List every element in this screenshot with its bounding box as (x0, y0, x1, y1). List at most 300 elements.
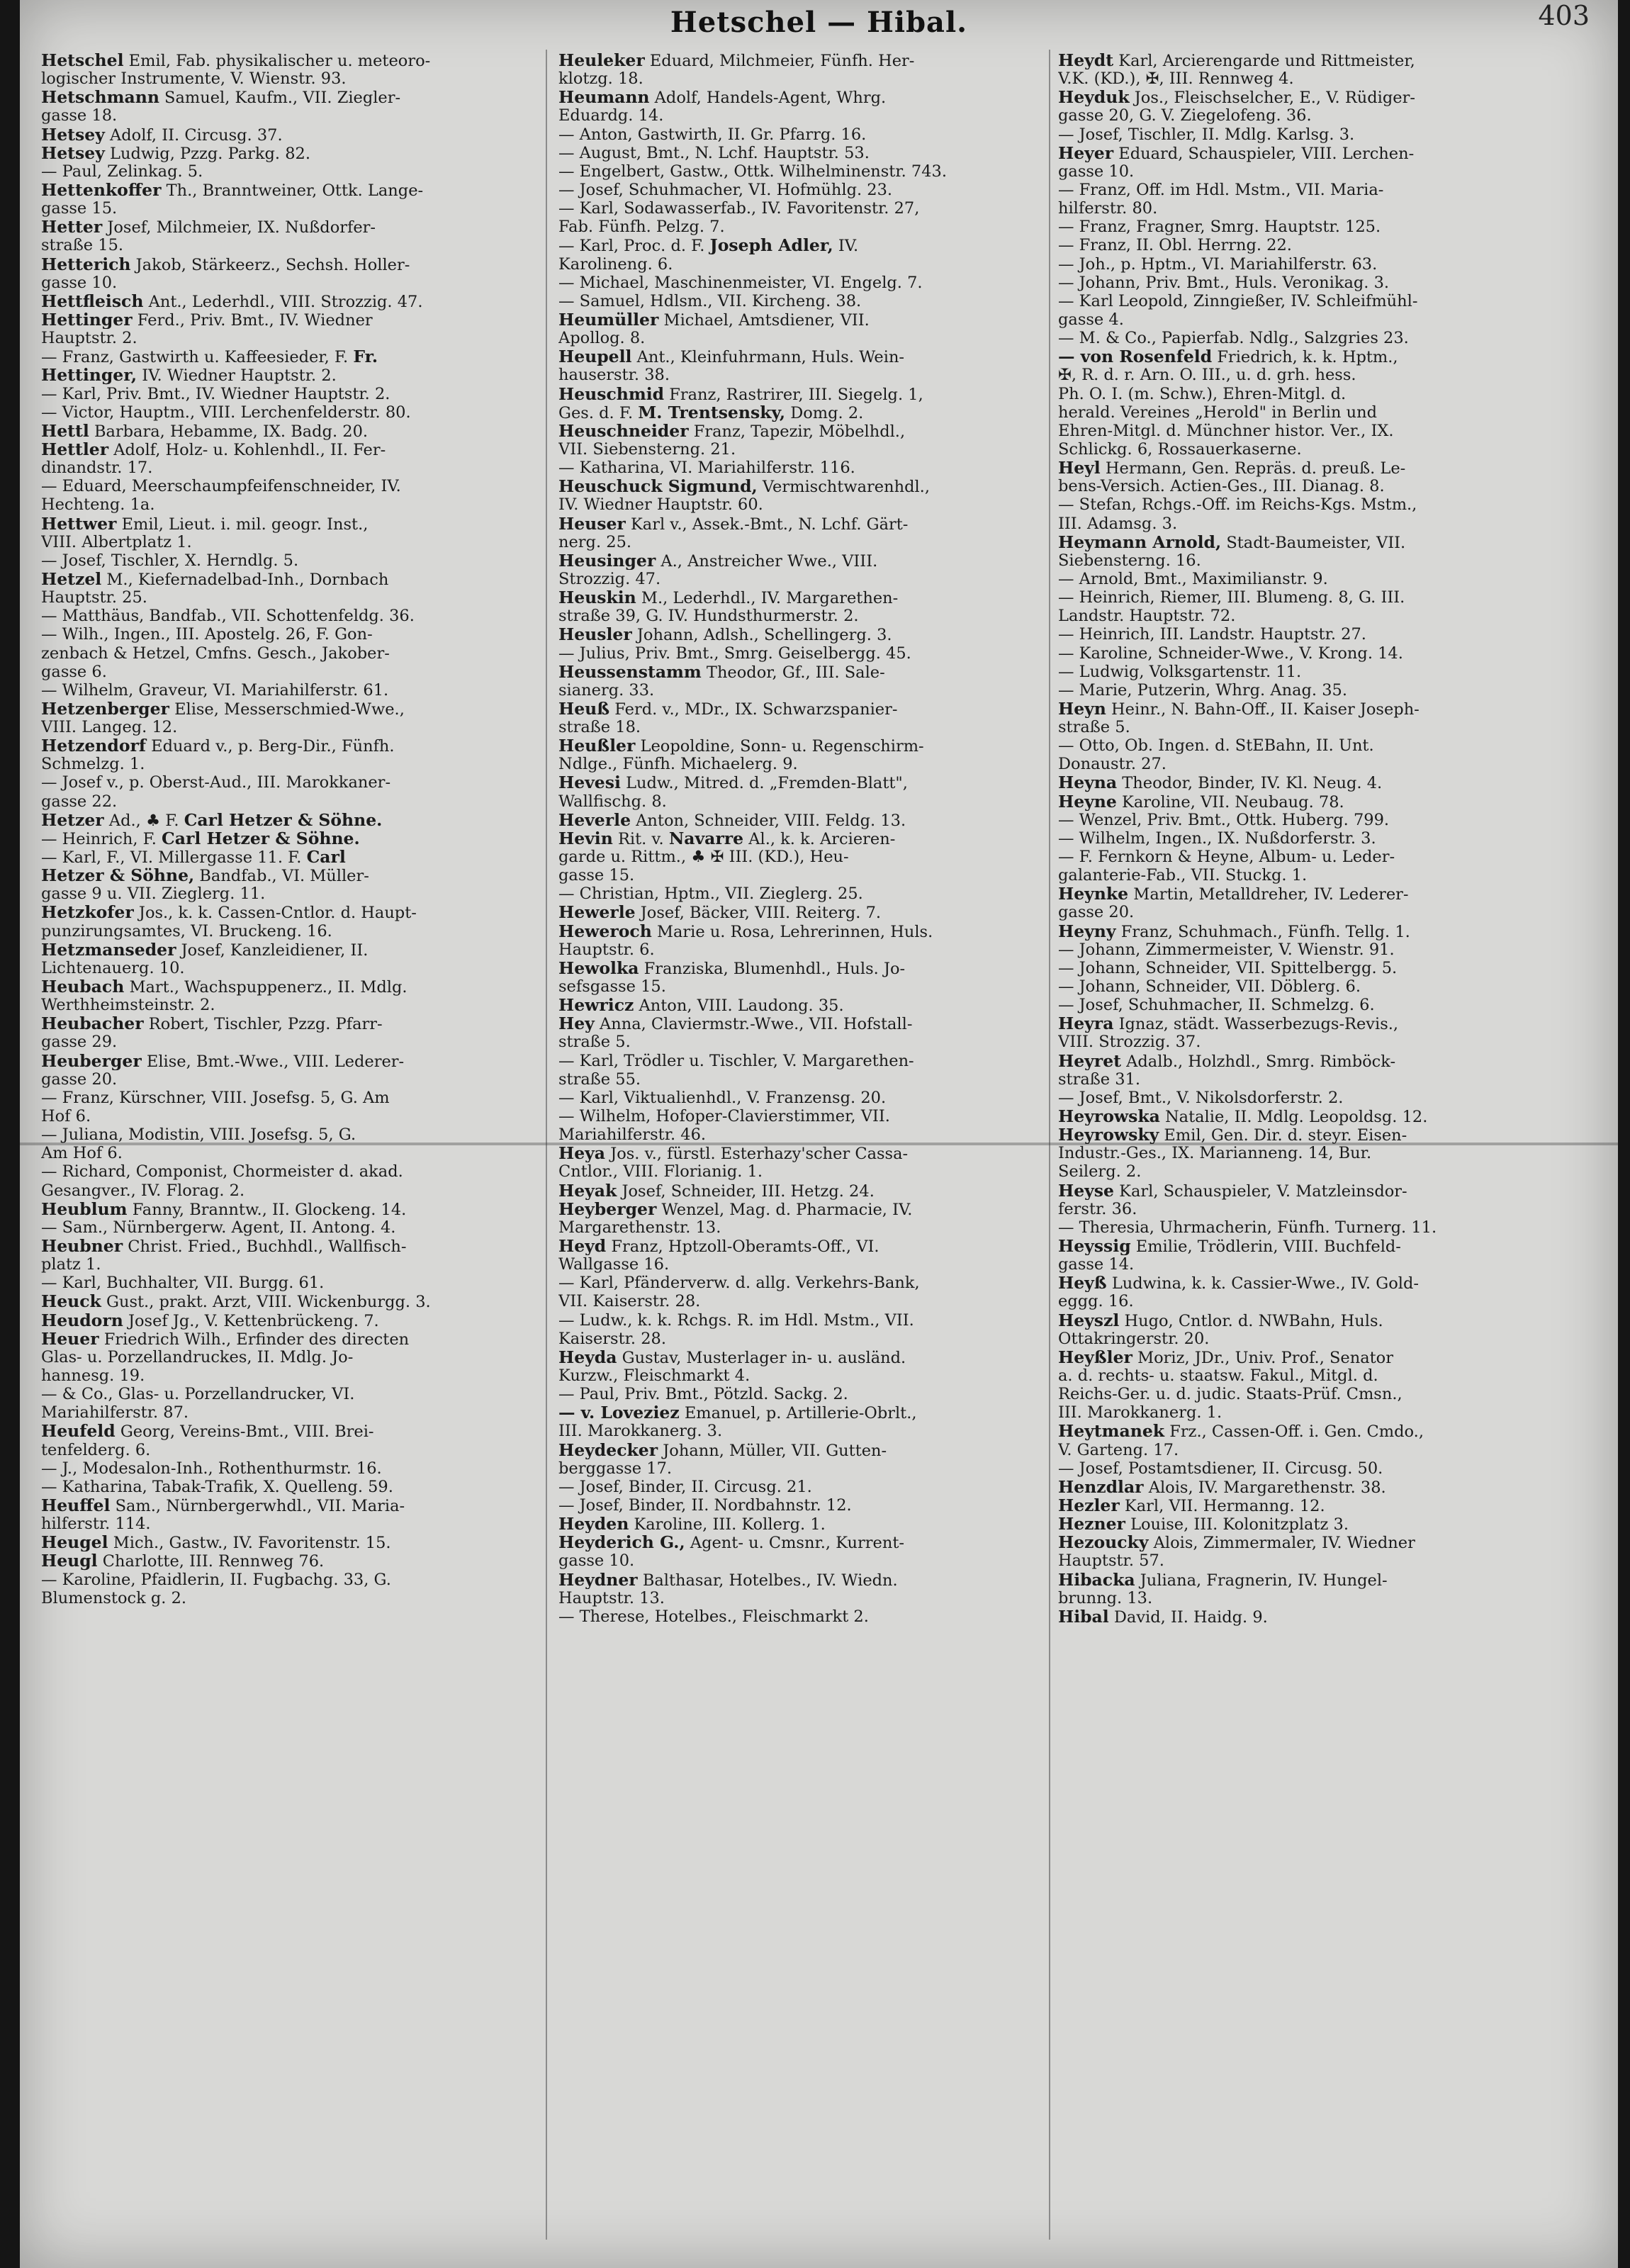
entry-name: Heyna (1058, 773, 1118, 792)
directory-line (558, 310, 1047, 329)
directory-line (41, 162, 537, 181)
entry-text: dinandstr. 17. (41, 459, 153, 478)
directory-line (41, 329, 537, 347)
directory-line (558, 329, 1047, 347)
entry-text: Wallgasse 16. (558, 1255, 670, 1274)
entry-name: Joseph Adler, (709, 236, 833, 255)
directory-line (41, 366, 537, 384)
entry-text: Johann, Müller, VII. Gutten- (658, 1441, 887, 1459)
entry-text: Franz, Schuhmach., Fünfh. Tellg. 1. (1115, 922, 1410, 941)
page-number: 403 (1538, 0, 1590, 31)
entry-text: Christ. Fried., Buchhdl., Wallfisch- (123, 1237, 407, 1256)
entry-text: Hauptstr. 13. (558, 1588, 665, 1607)
entry-name: Heusinger (558, 551, 656, 570)
entry-name: Heyrowsky (1058, 1125, 1159, 1145)
directory-column-3 (1058, 51, 1586, 2241)
entry-text: eggg. 16. (1058, 1292, 1134, 1311)
entry-text: — Karl Leopold, Zinngießer, IV. Schleifmühl- (1058, 291, 1418, 310)
entry-name: Heugl (41, 1551, 98, 1571)
directory-line (558, 1274, 1047, 1292)
entry-text: — Karl, Priv. Bmt., IV. Wiedner Hauptstr. 2. (41, 384, 390, 403)
entry-text: — Katharina, VI. Mariahilferstr. 116. (558, 459, 855, 478)
entry-name: Hetzer (41, 810, 104, 829)
entry-text: Ignaz, städt. Wasserbezugs-Revis., (1113, 1015, 1399, 1033)
entry-name: Hetzer & Söhne, (41, 866, 195, 885)
entry-text: Adolf, Holz- u. Kohlenhdl., II. Fer- (108, 440, 386, 459)
entry-text: Balthasar, Hotelbes., IV. Wiedn. (637, 1571, 898, 1589)
entry-text: — Josef, Bmt., V. Nikolsdorferstr. 2. (1058, 1088, 1344, 1107)
directory-line (558, 663, 1047, 681)
entry-text: IV. Wiedner Hauptstr. 60. (558, 495, 763, 515)
directory-line (41, 347, 537, 366)
entry-text: — Therese, Hotelbes., Fleischmarkt 2. (558, 1607, 869, 1626)
directory-line (1058, 736, 1586, 755)
entry-text: nerg. 25. (558, 532, 632, 551)
directory-line (1058, 1070, 1586, 1089)
directory-line (41, 570, 537, 588)
entry-text: Kaiserstr. 28. (558, 1329, 666, 1348)
directory-line (1058, 903, 1586, 921)
entry-name: Hetschmann (41, 88, 159, 107)
directory-line (41, 1459, 537, 1478)
directory-line (41, 1515, 537, 1533)
directory-line (1058, 88, 1586, 106)
directory-line (1058, 755, 1586, 773)
entry-text: Fab. Fünfh. Pelzg. 7. (558, 218, 725, 237)
directory-line (1058, 1459, 1586, 1478)
entry-text: VII. Siebensterng. 21. (558, 439, 736, 459)
directory-line (558, 848, 1047, 866)
directory-line (558, 644, 1047, 663)
directory-line (558, 773, 1047, 792)
directory-line (41, 1218, 537, 1237)
entry-text: Mart., Wachspuppenerz., II. Mdlg. (124, 978, 408, 997)
entry-text: — August, Bmt., N. Lchf. Hauptstr. 53. (558, 143, 870, 162)
entry-text: — Theresia, Uhrmacherin, Fünfh. Turnerg. 11. (1058, 1218, 1437, 1237)
entry-text: gasse 18. (41, 106, 118, 125)
entry-text: Leopoldine, Sonn- u. Regenschirm- (635, 737, 924, 756)
directory-line (41, 848, 537, 866)
entry-text: hauserstr. 38. (558, 366, 670, 385)
entry-name: Hetzenberger (41, 699, 169, 719)
directory-line (1058, 422, 1586, 440)
entry-name: Heweroch (558, 921, 652, 941)
directory-line (41, 718, 537, 736)
directory-line (558, 1366, 1047, 1385)
directory-line (41, 255, 537, 274)
entry-text: Frz., Cassen-Off. i. Gen. Cmdo., (1164, 1422, 1424, 1441)
entry-text: Reichs-Ger. u. d. judic. Staats-Prüf. Cmsn., (1058, 1385, 1403, 1404)
directory-line (1058, 495, 1586, 514)
entry-text: Hauptstr. 57. (1058, 1551, 1164, 1571)
entry-text: Johann, Adlsh., Schellingerg. 3. (631, 626, 892, 644)
entry-text: straße 55. (558, 1070, 641, 1089)
entry-text: gasse 20, G. V. Ziegelofeng. 36. (1058, 106, 1312, 125)
entry-text: — Paul, Zelinkag. 5. (41, 162, 203, 181)
entry-name: Heyer (1058, 143, 1114, 162)
directory-line (558, 736, 1047, 755)
directory-line (41, 588, 537, 607)
entry-text: Emil, Gen. Dir. d. steyr. Eisen- (1159, 1126, 1407, 1145)
entry-text: — Franz, Gastwirth u. Kaffeesieder, F. (41, 348, 354, 366)
directory-line (1058, 792, 1586, 811)
directory-column-1 (41, 51, 537, 2241)
entry-text: straße 39, G. IV. Hundsthurmerstr. 2. (558, 607, 859, 626)
directory-line (558, 1348, 1047, 1366)
directory-line (558, 1237, 1047, 1255)
entry-text: — Karoline, Pfaidlerin, II. Fugbachg. 33, G. (41, 1570, 391, 1589)
directory-line (1058, 996, 1586, 1014)
entry-name: Heuschmid (558, 384, 665, 403)
directory-line (1058, 1052, 1586, 1070)
directory-line (558, 1070, 1047, 1089)
entry-text: gasse 10. (558, 1551, 635, 1571)
entry-text: Franz, Tapezir, Möbelhdl., (688, 422, 906, 440)
entry-text: III. Marokkanerg. 1. (1058, 1403, 1222, 1422)
entry-text: Ludwina, k. k. Cassier-Wwe., IV. Gold- (1106, 1274, 1419, 1293)
directory-line (558, 941, 1047, 959)
entry-text: Karl, Schauspieler, V. Matzleinsdor- (1114, 1181, 1407, 1200)
directory-line (41, 1292, 537, 1310)
entry-text: Natalie, II. Mdlg. Leopoldsg. 12. (1159, 1108, 1428, 1126)
directory-line (1058, 1496, 1586, 1515)
directory-line (558, 88, 1047, 106)
entry-name: Carl (306, 848, 346, 867)
directory-line (558, 533, 1047, 551)
entry-text: — Wenzel, Priv. Bmt., Ottk. Huberg. 799. (1058, 810, 1390, 829)
directory-line (558, 1311, 1047, 1330)
entry-text: Karl, VII. Hermanng. 12. (1119, 1496, 1325, 1515)
directory-line (41, 736, 537, 755)
directory-line (1058, 1089, 1586, 1107)
directory-line (1058, 551, 1586, 570)
entry-text: Alois, Zimmermaler, IV. Wiedner (1148, 1534, 1415, 1552)
directory-line (41, 1533, 537, 1551)
entry-text: Schmelzg. 1. (41, 755, 145, 774)
entry-text: — Josef, Tischler, X. Herndlg. 5. (41, 551, 299, 570)
entry-text: — Sam., Nürnbergerw. Agent, II. Antong. 4. (41, 1218, 396, 1237)
directory-line (1058, 1571, 1586, 1589)
directory-line (1058, 1403, 1586, 1422)
directory-line (558, 1441, 1047, 1459)
directory-line (558, 1422, 1047, 1440)
directory-line (1058, 1551, 1586, 1570)
entry-text: — Karl, Viktualienhdl., V. Franzensg. 20. (558, 1088, 887, 1107)
entry-text: logischer Instrumente, V. Wienstr. 93. (41, 69, 347, 89)
entry-text: Hermann, Gen. Repräs. d. preuß. Le- (1100, 459, 1406, 478)
entry-text: Al., k. k. Arcieren- (743, 829, 896, 848)
entry-text: — Ludw., k. k. Rchgs. R. im Hdl. Mstm., VII. (558, 1310, 914, 1330)
entry-text: — Franz, Fragner, Smrg. Hauptstr. 125. (1058, 218, 1381, 237)
directory-page (20, 0, 1618, 2268)
directory-line (1058, 718, 1586, 736)
directory-line (558, 1181, 1047, 1200)
directory-line (41, 310, 537, 329)
entry-text: III. Adamsg. 3. (1058, 514, 1178, 533)
entry-text: Ottakringerstr. 20. (1058, 1329, 1210, 1348)
directory-line (41, 1255, 537, 1274)
entry-text: — Karl, Pfänderverw. d. allg. Verkehrs-Bank, (558, 1274, 920, 1293)
entry-name: Heuleker (558, 51, 645, 70)
entry-text: IV. (833, 237, 859, 255)
directory-line (41, 236, 537, 254)
entry-text: klotzg. 18. (558, 69, 643, 89)
entry-name: Heydner (558, 1570, 638, 1589)
entry-text: Jos., k. k. Cassen-Cntlor. d. Haupt- (133, 904, 417, 922)
directory-line (558, 366, 1047, 384)
directory-line (1058, 588, 1586, 607)
directory-line (1058, 829, 1586, 848)
directory-line (558, 69, 1047, 88)
directory-line (1058, 255, 1586, 274)
entry-text: Karl, Arcierengarde und Rittmeister, (1113, 52, 1415, 70)
directory-line (1058, 162, 1586, 181)
entry-text: Anton, VIII. Laudong. 35. (634, 997, 844, 1015)
entry-text: — Arnold, Bmt., Maximilianstr. 9. (1058, 569, 1328, 588)
directory-line (41, 625, 537, 644)
directory-line (41, 515, 537, 533)
entry-name: Hettfleisch (41, 291, 144, 310)
entry-text: Moriz, JDr., Univ. Prof., Senator (1132, 1348, 1393, 1366)
entry-name: Hezner (1058, 1515, 1125, 1534)
directory-line (41, 106, 537, 125)
entry-text: — Franz, Off. im Hdl. Mstm., VII. Maria- (1058, 180, 1384, 199)
entry-name: Heubner (41, 1237, 123, 1256)
entry-text: Emilie, Trödlerin, VIII. Buchfeld- (1130, 1237, 1401, 1256)
entry-text: VIII. Langeg. 12. (41, 718, 178, 737)
directory-line (1058, 1033, 1586, 1051)
entry-text: — Heinrich, Riemer, III. Blumeng. 8, G. III. (1058, 588, 1405, 607)
entry-name: Hetsey (41, 125, 105, 144)
entry-text: Hauptstr. 6. (558, 940, 655, 959)
directory-line (558, 811, 1047, 829)
entry-text: — Eduard, Meerschaumpfeifenschneider, IV. (41, 477, 401, 496)
directory-line (1058, 977, 1586, 996)
entry-text: V. Garteng. 17. (1058, 1440, 1179, 1459)
entry-text: Adolf, II. Circusg. 37. (104, 125, 283, 144)
directory-line (558, 515, 1047, 533)
directory-line (41, 274, 537, 292)
entry-text: — Paul, Priv. Bmt., Pötzld. Sackg. 2. (558, 1385, 848, 1404)
entry-text: — Marie, Putzerin, Whrg. Anag. 35. (1058, 680, 1347, 700)
entry-text: — Stefan, Rchgs.-Off. im Reichs-Kgs. Mstm., (1058, 495, 1417, 515)
directory-line (1058, 533, 1586, 551)
entry-name: Heyda (558, 1347, 617, 1366)
entry-text: punzirungsamtes, VI. Bruckeng. 16. (41, 921, 332, 941)
directory-line (558, 1589, 1047, 1607)
directory-line (1058, 329, 1586, 347)
entry-text: Barbara, Hebamme, IX. Badg. 20. (89, 422, 369, 440)
entry-text: herald. Vereines „Herold" in Berlin und (1058, 403, 1378, 422)
entry-name: Heyrowska (1058, 1107, 1160, 1126)
entry-text: Hauptstr. 25. (41, 588, 147, 607)
entry-name: Heufeld (41, 1422, 116, 1441)
entry-text: Ferd., Priv. Bmt., IV. Wiedner (132, 310, 373, 330)
directory-line (41, 1237, 537, 1255)
directory-line (1058, 1162, 1586, 1181)
entry-text: — Franz, II. Obl. Herrng. 22. (1058, 236, 1292, 255)
entry-text: Jos., Fleischselcher, E., V. Rüdiger- (1129, 89, 1415, 107)
entry-name: Hetzel (41, 569, 102, 589)
entry-text: berggasse 17. (558, 1459, 673, 1478)
entry-text: Anton, Schneider, VIII. Feldg. 13. (631, 811, 906, 829)
entry-text: Strozzig. 47. (558, 569, 661, 588)
entry-text: Glas- u. Porzellandruckes, II. Mdlg. Jo- (41, 1347, 354, 1366)
entry-text: — Franz, Kürschner, VIII. Josefsg. 5, G. Am (41, 1088, 390, 1107)
entry-name: Hezler (1058, 1495, 1120, 1515)
entry-text: Hechteng. 1a. (41, 495, 155, 515)
entry-text: gasse 10. (41, 273, 118, 292)
directory-line (1058, 773, 1586, 792)
directory-line (1058, 1200, 1586, 1218)
directory-line (558, 1515, 1047, 1533)
entry-text: M., Kiefernadelbad-Inh., Dornbach (101, 570, 389, 589)
entry-text: hilferstr. 114. (41, 1515, 151, 1534)
entry-name: Heynke (1058, 885, 1129, 904)
entry-text: — Wilhelm, Graveur, VI. Mariahilferstr. 61. (41, 680, 389, 700)
directory-line (558, 440, 1047, 459)
directory-line (41, 1162, 537, 1181)
entry-text: gasse 29. (41, 1033, 118, 1052)
directory-line (41, 533, 537, 551)
directory-line (41, 755, 537, 773)
directory-line (558, 236, 1047, 254)
entry-text: III. Marokkanerg. 3. (558, 1422, 723, 1441)
entry-text: Friedrich Wilh., Erfinder des directen (99, 1330, 410, 1348)
entry-text: Sam., Nürnbergerwhdl., VII. Maria- (110, 1496, 405, 1515)
entry-text: Josef Jg., V. Kettenbrückeng. 7. (123, 1311, 379, 1330)
directory-line (558, 588, 1047, 607)
entry-name: Heuschuck Sigmund, (558, 477, 758, 496)
directory-line (1058, 1589, 1586, 1607)
entry-text: gasse 14. (1058, 1255, 1135, 1274)
entry-name: Heyl (1058, 459, 1101, 478)
entry-text: — Joh., p. Hptm., VI. Mariahilferstr. 63. (1058, 254, 1378, 274)
entry-text: Th., Branntweiner, Ottk. Lange- (161, 181, 424, 200)
entry-text: Ad., ♣ F. (103, 811, 184, 829)
entry-name: Heuß (558, 699, 610, 719)
entry-name: Carl Hetzer & Söhne. (162, 829, 360, 848)
directory-line (41, 181, 537, 199)
directory-line (1058, 1107, 1586, 1125)
directory-line (41, 941, 537, 959)
directory-line (1058, 811, 1586, 829)
entry-text: ✠, R. d. r. Arn. O. III., u. d. grh. hess. (1058, 366, 1356, 385)
entry-name: Hibal (1058, 1607, 1109, 1626)
entry-name: Heyduk (1058, 88, 1130, 107)
entry-text: Eduard, Schauspieler, VIII. Lerchen- (1113, 144, 1415, 162)
entry-name: Heyden (558, 1515, 629, 1534)
entry-text: Franziska, Blumenhdl., Huls. Jo- (639, 959, 906, 978)
directory-line (558, 866, 1047, 885)
entry-text: Franz, Hptzoll-Oberamts-Off., VI. (606, 1237, 879, 1256)
directory-line (1058, 700, 1586, 718)
directory-line (41, 1107, 537, 1125)
entry-name: Heyberger (558, 1199, 657, 1218)
entry-text: Eduard, Milchmeier, Fünfh. Her- (644, 52, 915, 70)
directory-line (41, 125, 537, 144)
directory-line (41, 385, 537, 403)
entry-text: — Heinrich, F. (41, 829, 162, 848)
entry-name: Hetterich (41, 254, 131, 274)
entry-text: Emil, Fab. physikalischer u. meteoro- (123, 52, 431, 70)
directory-line (1058, 1385, 1586, 1403)
directory-line (1058, 347, 1586, 366)
directory-line (558, 347, 1047, 366)
entry-text: gasse 20. (1058, 903, 1135, 922)
entry-text: Adalb., Holzhdl., Smrg. Rimböck- (1121, 1052, 1396, 1070)
entry-text: Seilerg. 2. (1058, 1162, 1142, 1181)
entry-text: straße 5. (1058, 718, 1130, 737)
entry-text: Ges. d. F. (558, 403, 639, 422)
entry-name: Heudorn (41, 1310, 123, 1330)
directory-line (1058, 1441, 1586, 1459)
directory-line (1058, 959, 1586, 977)
entry-name: Hetzendorf (41, 736, 146, 756)
directory-line (1058, 644, 1586, 663)
entry-text: IV. Wiedner Hauptstr. 2. (137, 366, 337, 385)
directory-line (1058, 1237, 1586, 1255)
entry-text: — Josef, Binder, II. Circusg. 21. (558, 1477, 812, 1496)
directory-line (558, 1200, 1047, 1218)
directory-line (1058, 106, 1586, 125)
directory-line (1058, 1422, 1586, 1440)
entry-name: Heuser (558, 514, 626, 533)
entry-name: Hetsey (41, 143, 105, 162)
directory-line (1058, 1181, 1586, 1200)
entry-text: Jos. v., fürstl. Esterhazy'scher Cassa- (605, 1145, 909, 1163)
directory-line (41, 1274, 537, 1292)
entry-text: Gust., prakt. Arzt, VIII. Wickenburgg. 3. (101, 1293, 431, 1311)
directory-line (1058, 681, 1586, 700)
entry-text: Josef, Schneider, III. Hetzg. 24. (617, 1181, 875, 1200)
entry-name: Heußler (558, 736, 636, 756)
entry-name: Heyssig (1058, 1237, 1131, 1256)
entry-text: garde u. Rittm., ♣ ✠ III. (KD.), Heu- (558, 848, 849, 867)
directory-line (41, 607, 537, 625)
directory-line (558, 218, 1047, 236)
directory-line (558, 106, 1047, 125)
entry-text: Emil, Lieut. i. mil. geogr. Inst., (116, 515, 369, 533)
entry-text: Charlotte, III. Rennweg 76. (97, 1552, 325, 1571)
directory-line (558, 51, 1047, 69)
entry-name: Hetzkofer (41, 903, 134, 922)
directory-line (1058, 310, 1586, 329)
directory-line (1058, 477, 1586, 495)
entry-text: — Wilh., Ingen., III. Apostelg. 26, F. Gon- (41, 625, 373, 644)
directory-line (41, 977, 537, 996)
entry-text: hannesg. 19. (41, 1366, 145, 1385)
directory-line (558, 1551, 1047, 1570)
directory-line (41, 292, 537, 310)
entry-name: Heyßler (1058, 1347, 1132, 1366)
entry-name: Navarre (668, 829, 744, 848)
entry-text: — Heinrich, III. Landstr. Hauptstr. 27. (1058, 625, 1366, 644)
entry-text: — Juliana, Modistin, VIII. Josefsg. 5, G. (41, 1125, 356, 1145)
entry-name: Hevin (558, 829, 613, 848)
entry-text: Industr.-Ges., IX. Marianneng. 14, Bur. (1058, 1144, 1372, 1163)
directory-line (558, 1052, 1047, 1070)
directory-line (558, 1218, 1047, 1237)
entry-text: — M. & Co., Papierfab. Ndlg., Salzgries 23. (1058, 329, 1409, 348)
entry-text: — Karl, Trödler u. Tischler, V. Margarethen- (558, 1051, 914, 1070)
directory-line (558, 181, 1047, 199)
entry-text: sianerg. 33. (558, 680, 655, 700)
entry-name: Heuffel (41, 1495, 111, 1515)
directory-line (558, 199, 1047, 218)
directory-line (41, 477, 537, 495)
entry-text: Ludwig, Pzzg. Parkg. 82. (104, 144, 310, 162)
